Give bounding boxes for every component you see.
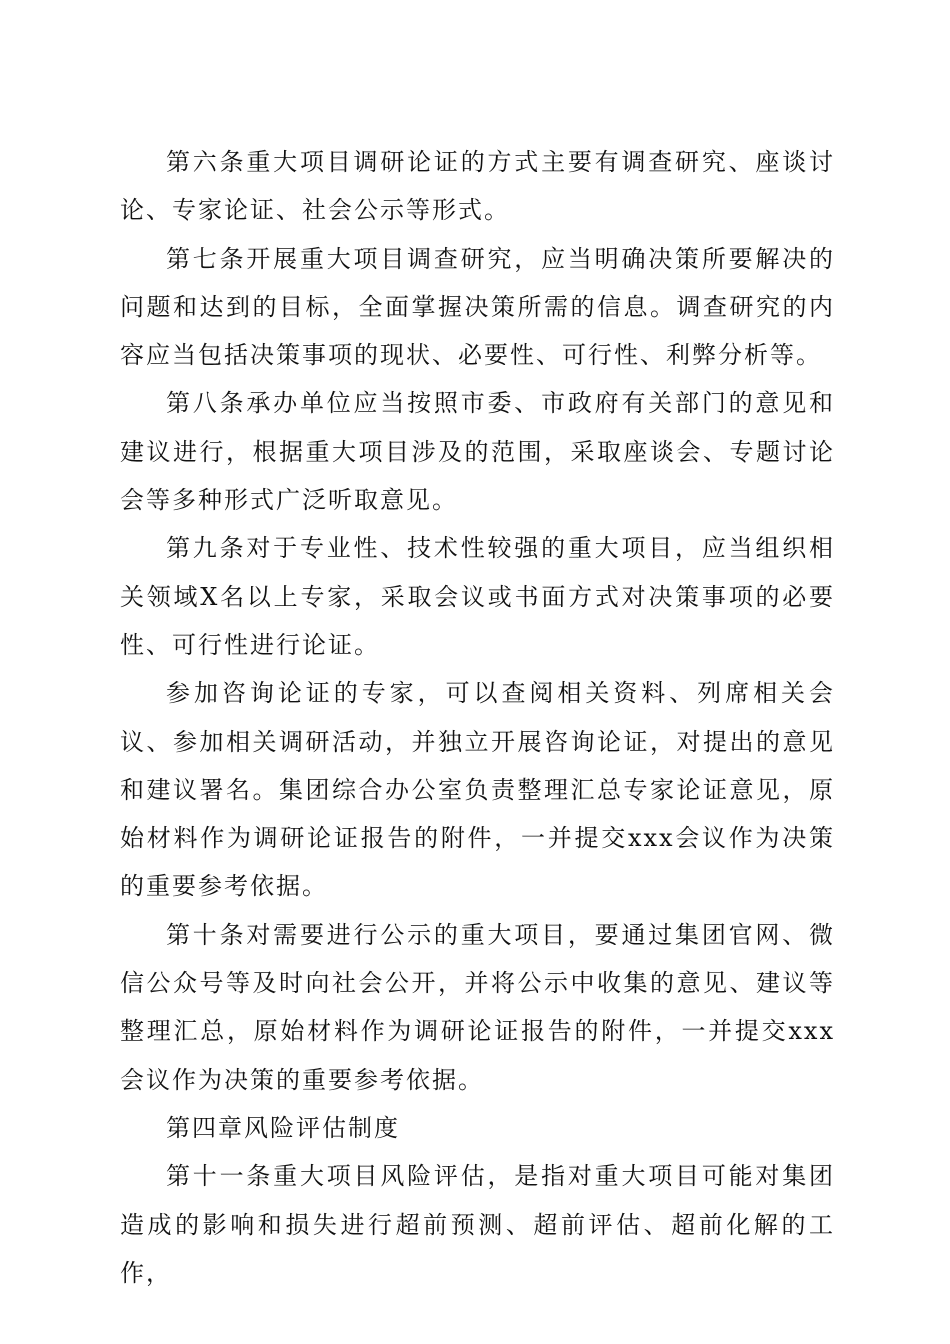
article-10-paragraph: 第十条对需要进行公示的重大项目，要通过集团官网、微信公众号等及时向社会公开，并将公示中收集的意见、建议等整理汇总，原始材料作为调研论证报告的附件，一并提交xxx会议作为决策的重要参考依据。 <box>120 920 835 1094</box>
chapter-4-heading: 第四章风险评估制度 <box>166 1113 400 1142</box>
article-7-paragraph: 第七条开展重大项目调查研究，应当明确决策所要解决的问题和达到的目标，全面掌握决策所需的信息。调查研究的内容应当包括决策事项的现状、必要性、可行性、利弊分析等。 <box>120 244 835 370</box>
document-body <box>120 138 835 1297</box>
article-11-paragraph: 第十一条重大项目风险评估，是指对重大项目可能对集团造成的影响和损失进行超前预测、超前评估、超前化解的工作， <box>120 1162 835 1287</box>
article-8-paragraph: 第八条承办单位应当按照市委、市政府有关部门的意见和建议进行，根据重大项目涉及的范围，采取座谈会、专题讨论会等多种形式广泛听取意见。 <box>120 389 835 515</box>
article-6-paragraph: 第六条重大项目调研论证的方式主要有调查研究、座谈讨论、专家论证、社会公示等形式。 <box>120 148 835 225</box>
expert-consultation-paragraph: 参加咨询论证的专家，可以查阅相关资料、列席相关会议、参加相关调研活动，并独立开展咨询论证，对提出的意见和建议署名。集团综合办公室负责整理汇总专家论证意见，原始材料作为调研论证报告的附件，一并提交xxx会议作为决策的重要参考依据。 <box>120 679 835 901</box>
article-9-paragraph: 第九条对于专业性、技术性较强的重大项目，应当组织相关领域X名以上专家，采取会议或书面方式对决策事项的必要性、可行性进行论证。 <box>120 534 835 659</box>
